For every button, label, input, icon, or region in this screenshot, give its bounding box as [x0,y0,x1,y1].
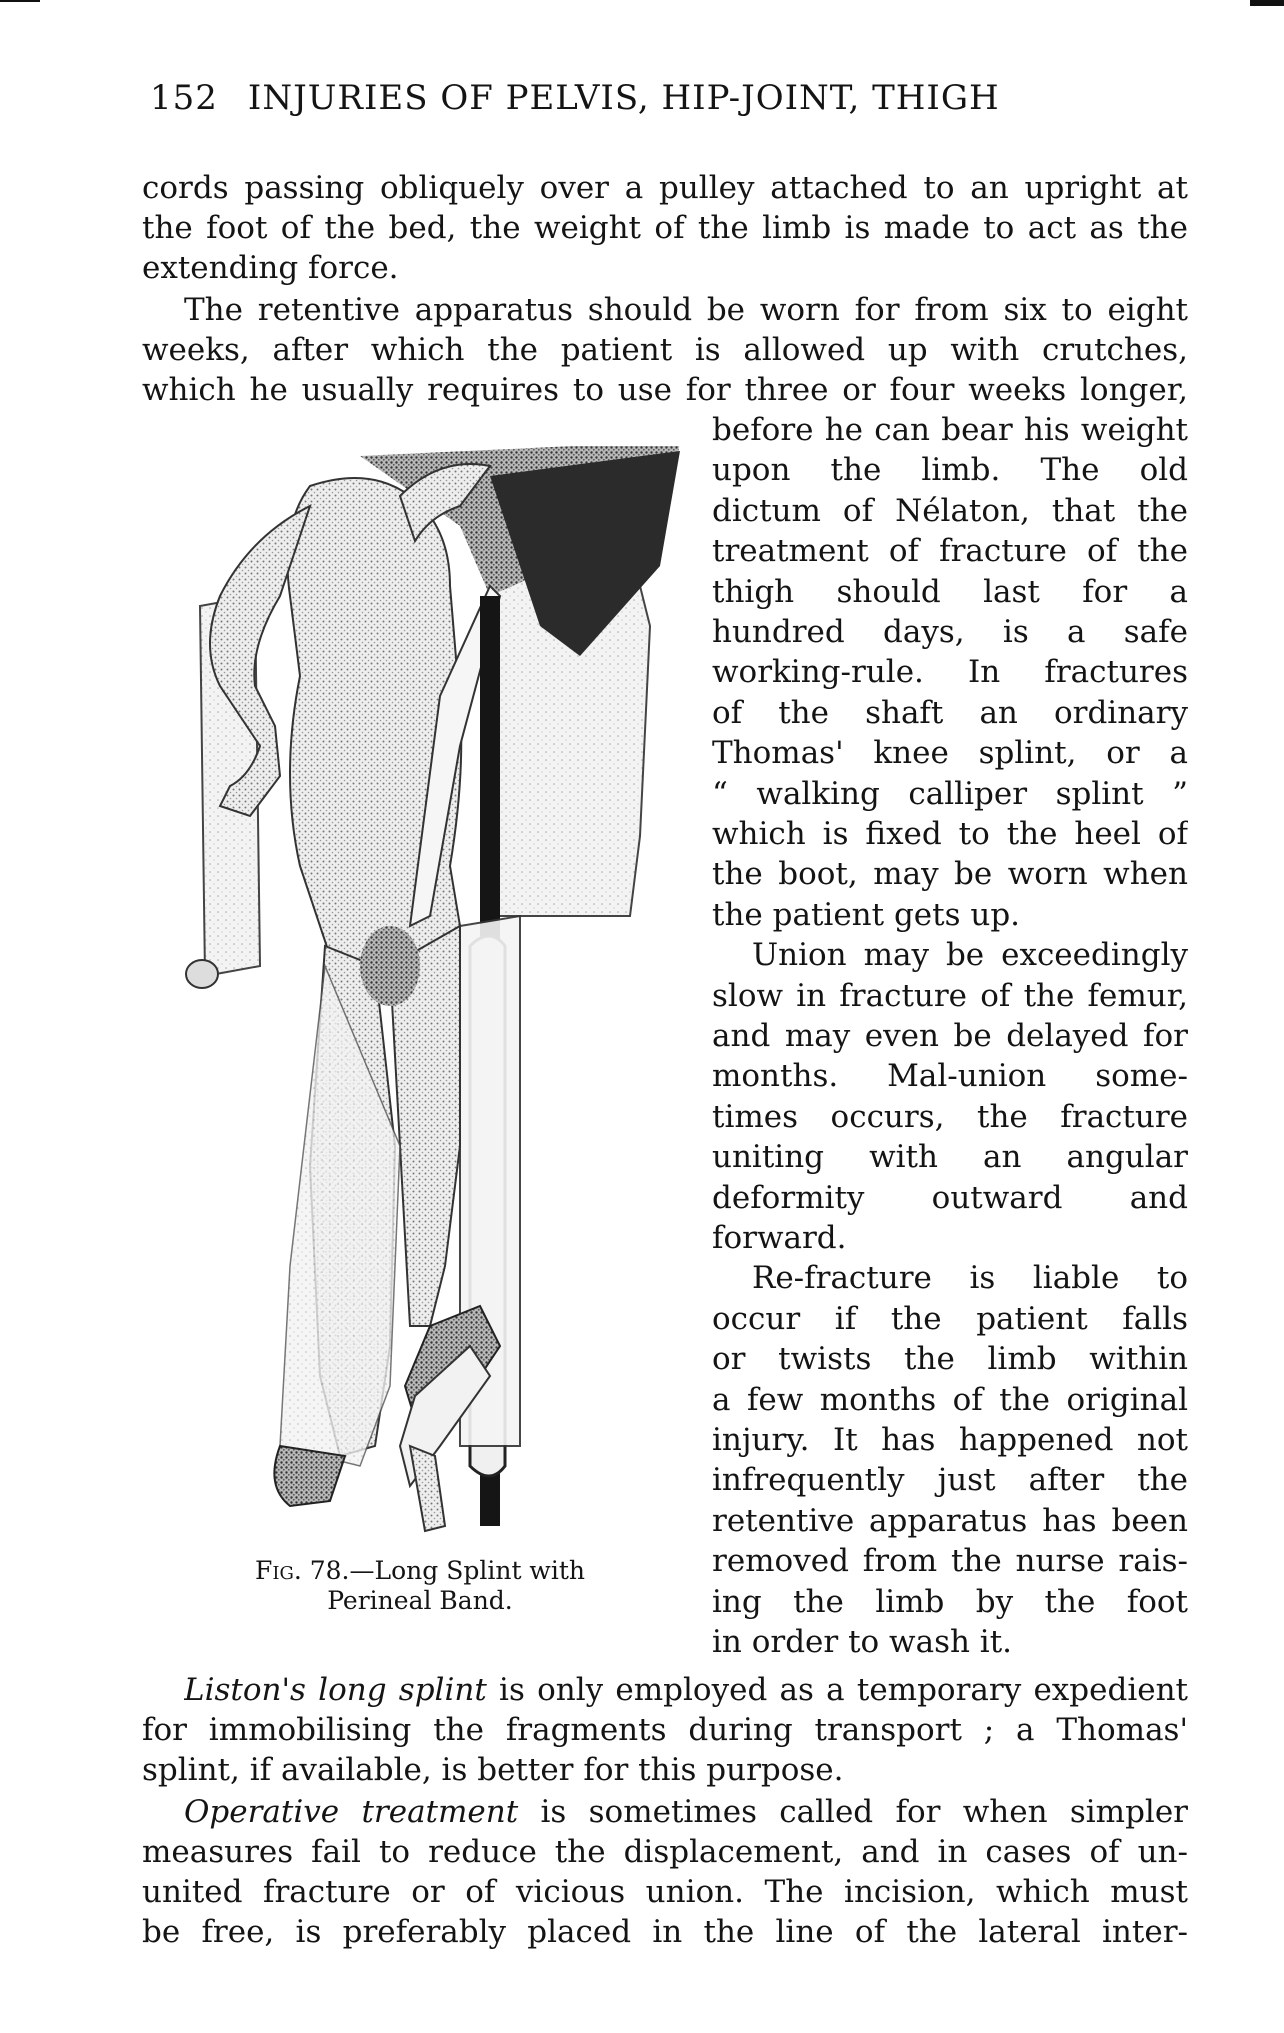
operative-paragraph-line: Operative treatment is sometimes called for when simpler [184,1794,1188,1830]
column-line: or twists the limb within [712,1341,1188,1378]
column-line: uniting with an angular [712,1139,1188,1176]
column-line: working-rule. In fractures [712,654,1188,691]
column-line: removed from the nurse rais- [712,1543,1188,1580]
operative-term: Operative treatment [184,1794,519,1830]
column-line: “ walking calliper splint ” [712,775,1188,812]
body-line: extending force. [142,250,399,286]
column-line: ing the limb by the foot [712,1583,1188,1620]
column-line: thigh should last for a [712,573,1188,610]
body-line: the foot of the bed, the weight of the limb is made to act as the [142,210,1188,246]
column-line: and may even be delayed for [712,1018,1188,1054]
column-line: Re-fracture is liable to [752,1260,1188,1297]
figure-caption-line-2: Perineal Band. [327,1586,513,1615]
column-line: in order to wash it. [712,1624,1013,1660]
column-line: upon the limb. The old [712,452,1188,489]
splint-figure-drawing [160,446,680,1536]
body-line: cords passing obliquely over a pulley attached to an upright at [142,170,1188,206]
body-line: weeks, after which the patient is allowed up with crutches, [142,332,1188,368]
liston-paragraph-line: Liston's long splint is only employed as a temporary expedient [184,1672,1188,1708]
body-line: The retentive apparatus should be worn for from six to eight [184,292,1188,328]
column-line: the boot, may be worn when [712,856,1188,893]
column-line: months. Mal-union some- [712,1058,1188,1095]
running-head [150,78,1190,118]
column-line: retentive apparatus has been [712,1502,1188,1539]
column-line: deformity outward and [712,1179,1188,1216]
column-line: infrequently just after the [712,1462,1188,1499]
scan-edge-mark [1250,0,1284,6]
liston-term: Liston's long splint [184,1672,487,1708]
figure-78-illustration [160,446,680,1536]
column-line: Thomas' knee splint, or a [712,735,1188,772]
column-line: a few months of the original [712,1381,1188,1418]
column-line: injury. It has happened not [712,1422,1188,1458]
column-line: Union may be exceedingly [752,937,1188,974]
figure-caption-line-1: Fig. 78.—Long Splint with [255,1556,585,1585]
column-line: times occurs, the fracture [712,1098,1188,1135]
liston-paragraph-line: for immobilising the fragments during transport ; a Thomas' [142,1712,1188,1748]
column-line: occur if the patient falls [712,1300,1188,1337]
operative-paragraph-line: measures fail to reduce the displacement, and in cases of un- [142,1834,1188,1870]
column-line: hundred days, is a safe [712,614,1188,650]
column-line: which is fixed to the heel of [712,816,1188,852]
column-line: treatment of fracture of the [712,533,1188,570]
column-line: dictum of Nélaton, that the [712,492,1188,529]
column-line: slow in fracture of the femur, [712,977,1188,1014]
operative-paragraph-line: be free, is preferably placed in the line of the lateral inter- [142,1914,1188,1950]
column-line: of the shaft an ordinary [712,694,1188,731]
scan-edge-mark [0,0,40,2]
running-title: INJURIES OF PELVIS, HIP-JOINT, THIGH [247,78,1000,118]
figure-label: Fig. 78. [255,1556,350,1585]
column-line: the patient gets up. [712,896,1021,933]
page-number: 152 [150,78,218,118]
liston-paragraph-line: splint, if available, is better for this purpose. [142,1752,844,1788]
column-line: before he can bear his weight [712,412,1188,448]
column-line: forward. [712,1220,847,1256]
operative-paragraph-line: united fracture or of vicious union. The incision, which must [142,1874,1188,1910]
body-line: which he usually requires to use for three or four weeks longer, [142,372,1188,408]
